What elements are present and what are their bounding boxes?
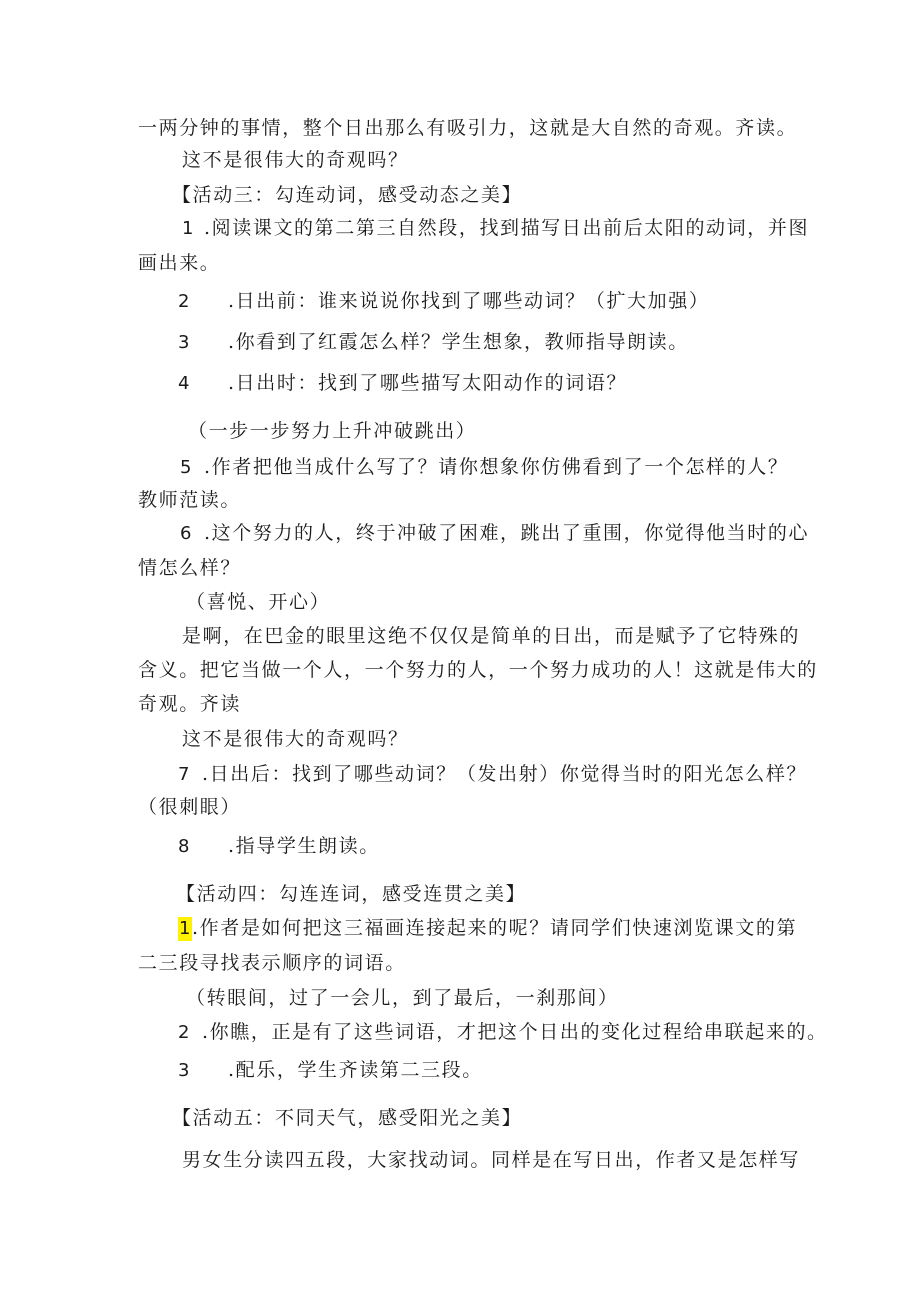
paragraph-line: 含义。把它当做一个人，一个努力的人，一个努力成功的人！这就是伟大的 bbox=[138, 659, 818, 681]
list-item: 2 .日出前：谁来说说你找到了哪些动词？（扩大加强） bbox=[178, 290, 710, 312]
list-item: 8 .指导学生朗读。 bbox=[178, 835, 380, 857]
highlighted-number: 1 bbox=[179, 918, 191, 939]
paragraph-line: （转眼间，过了一会儿，到了最后，一刹那间） bbox=[186, 987, 619, 1009]
list-item: 5 .作者把他当成什么写了？请你想象你仿佛看到了一个怎样的人？ bbox=[180, 456, 789, 478]
list-item: 3 .配乐，学生齐读第二三段。 bbox=[178, 1059, 483, 1081]
paragraph-line: 情怎么样？ bbox=[138, 557, 242, 579]
section-heading-activity-3: 【活动三：勾连动词，感受动态之美】 bbox=[172, 184, 523, 206]
paragraph-line: （一步一步努力上升冲破跳出） bbox=[188, 420, 477, 442]
list-item: 7 .日出后：找到了哪些动词？（发出射）你觉得当时的阳光怎么样？ bbox=[178, 763, 808, 785]
list-item: 1 .阅读课文的第二第三自然段，找到描写日出前后太阳的动词，并图 bbox=[182, 217, 810, 239]
list-item: 6 .这个努力的人，终于冲破了困难，跳出了重围，你觉得他当时的心 bbox=[180, 522, 810, 544]
paragraph-line: 男女生分读四五段，大家找动词。同样是在写日出，作者又是怎样写 bbox=[182, 1149, 801, 1171]
paragraph-line: 是啊，在巴金的眼里这绝不仅仅是简单的日出，而是赋予了它特殊的 bbox=[182, 625, 801, 647]
list-item: 1.作者是如何把这三福画连接起来的呢？请同学们快速浏览课文的第 bbox=[179, 917, 798, 939]
paragraph-line: （喜悦、开心） bbox=[186, 591, 331, 613]
paragraph-line: 二三段寻找表示顺序的词语。 bbox=[138, 952, 406, 974]
paragraph-line: 教师范读。 bbox=[138, 489, 242, 511]
section-heading-activity-5: 【活动五：不同天气，感受阳光之美】 bbox=[172, 1107, 523, 1129]
list-item: 4 .日出时：找到了哪些描写太阳动作的词语？ bbox=[178, 372, 628, 394]
section-heading-activity-4: 【活动四：勾连连词，感受连贯之美】 bbox=[176, 883, 527, 905]
list-item: 2 .你瞧，正是有了这些词语，才把这个日出的变化过程给串联起来的。 bbox=[178, 1021, 828, 1043]
paragraph-line: 这不是很伟大的奇观吗？ bbox=[182, 149, 409, 171]
paragraph-line: 这不是很伟大的奇观吗？ bbox=[182, 728, 409, 750]
paragraph-line: 一两分钟的事情，整个日出那么有吸引力，这就是大自然的奇观。齐读。 bbox=[138, 117, 798, 139]
paragraph-line: 画出来。 bbox=[138, 252, 221, 274]
paragraph-line: 奇观。齐读 bbox=[138, 693, 242, 715]
paragraph-line: （很刺眼） bbox=[138, 796, 242, 818]
list-item: 3 .你看到了红霞怎么样？学生想象，教师指导朗读。 bbox=[178, 331, 689, 353]
